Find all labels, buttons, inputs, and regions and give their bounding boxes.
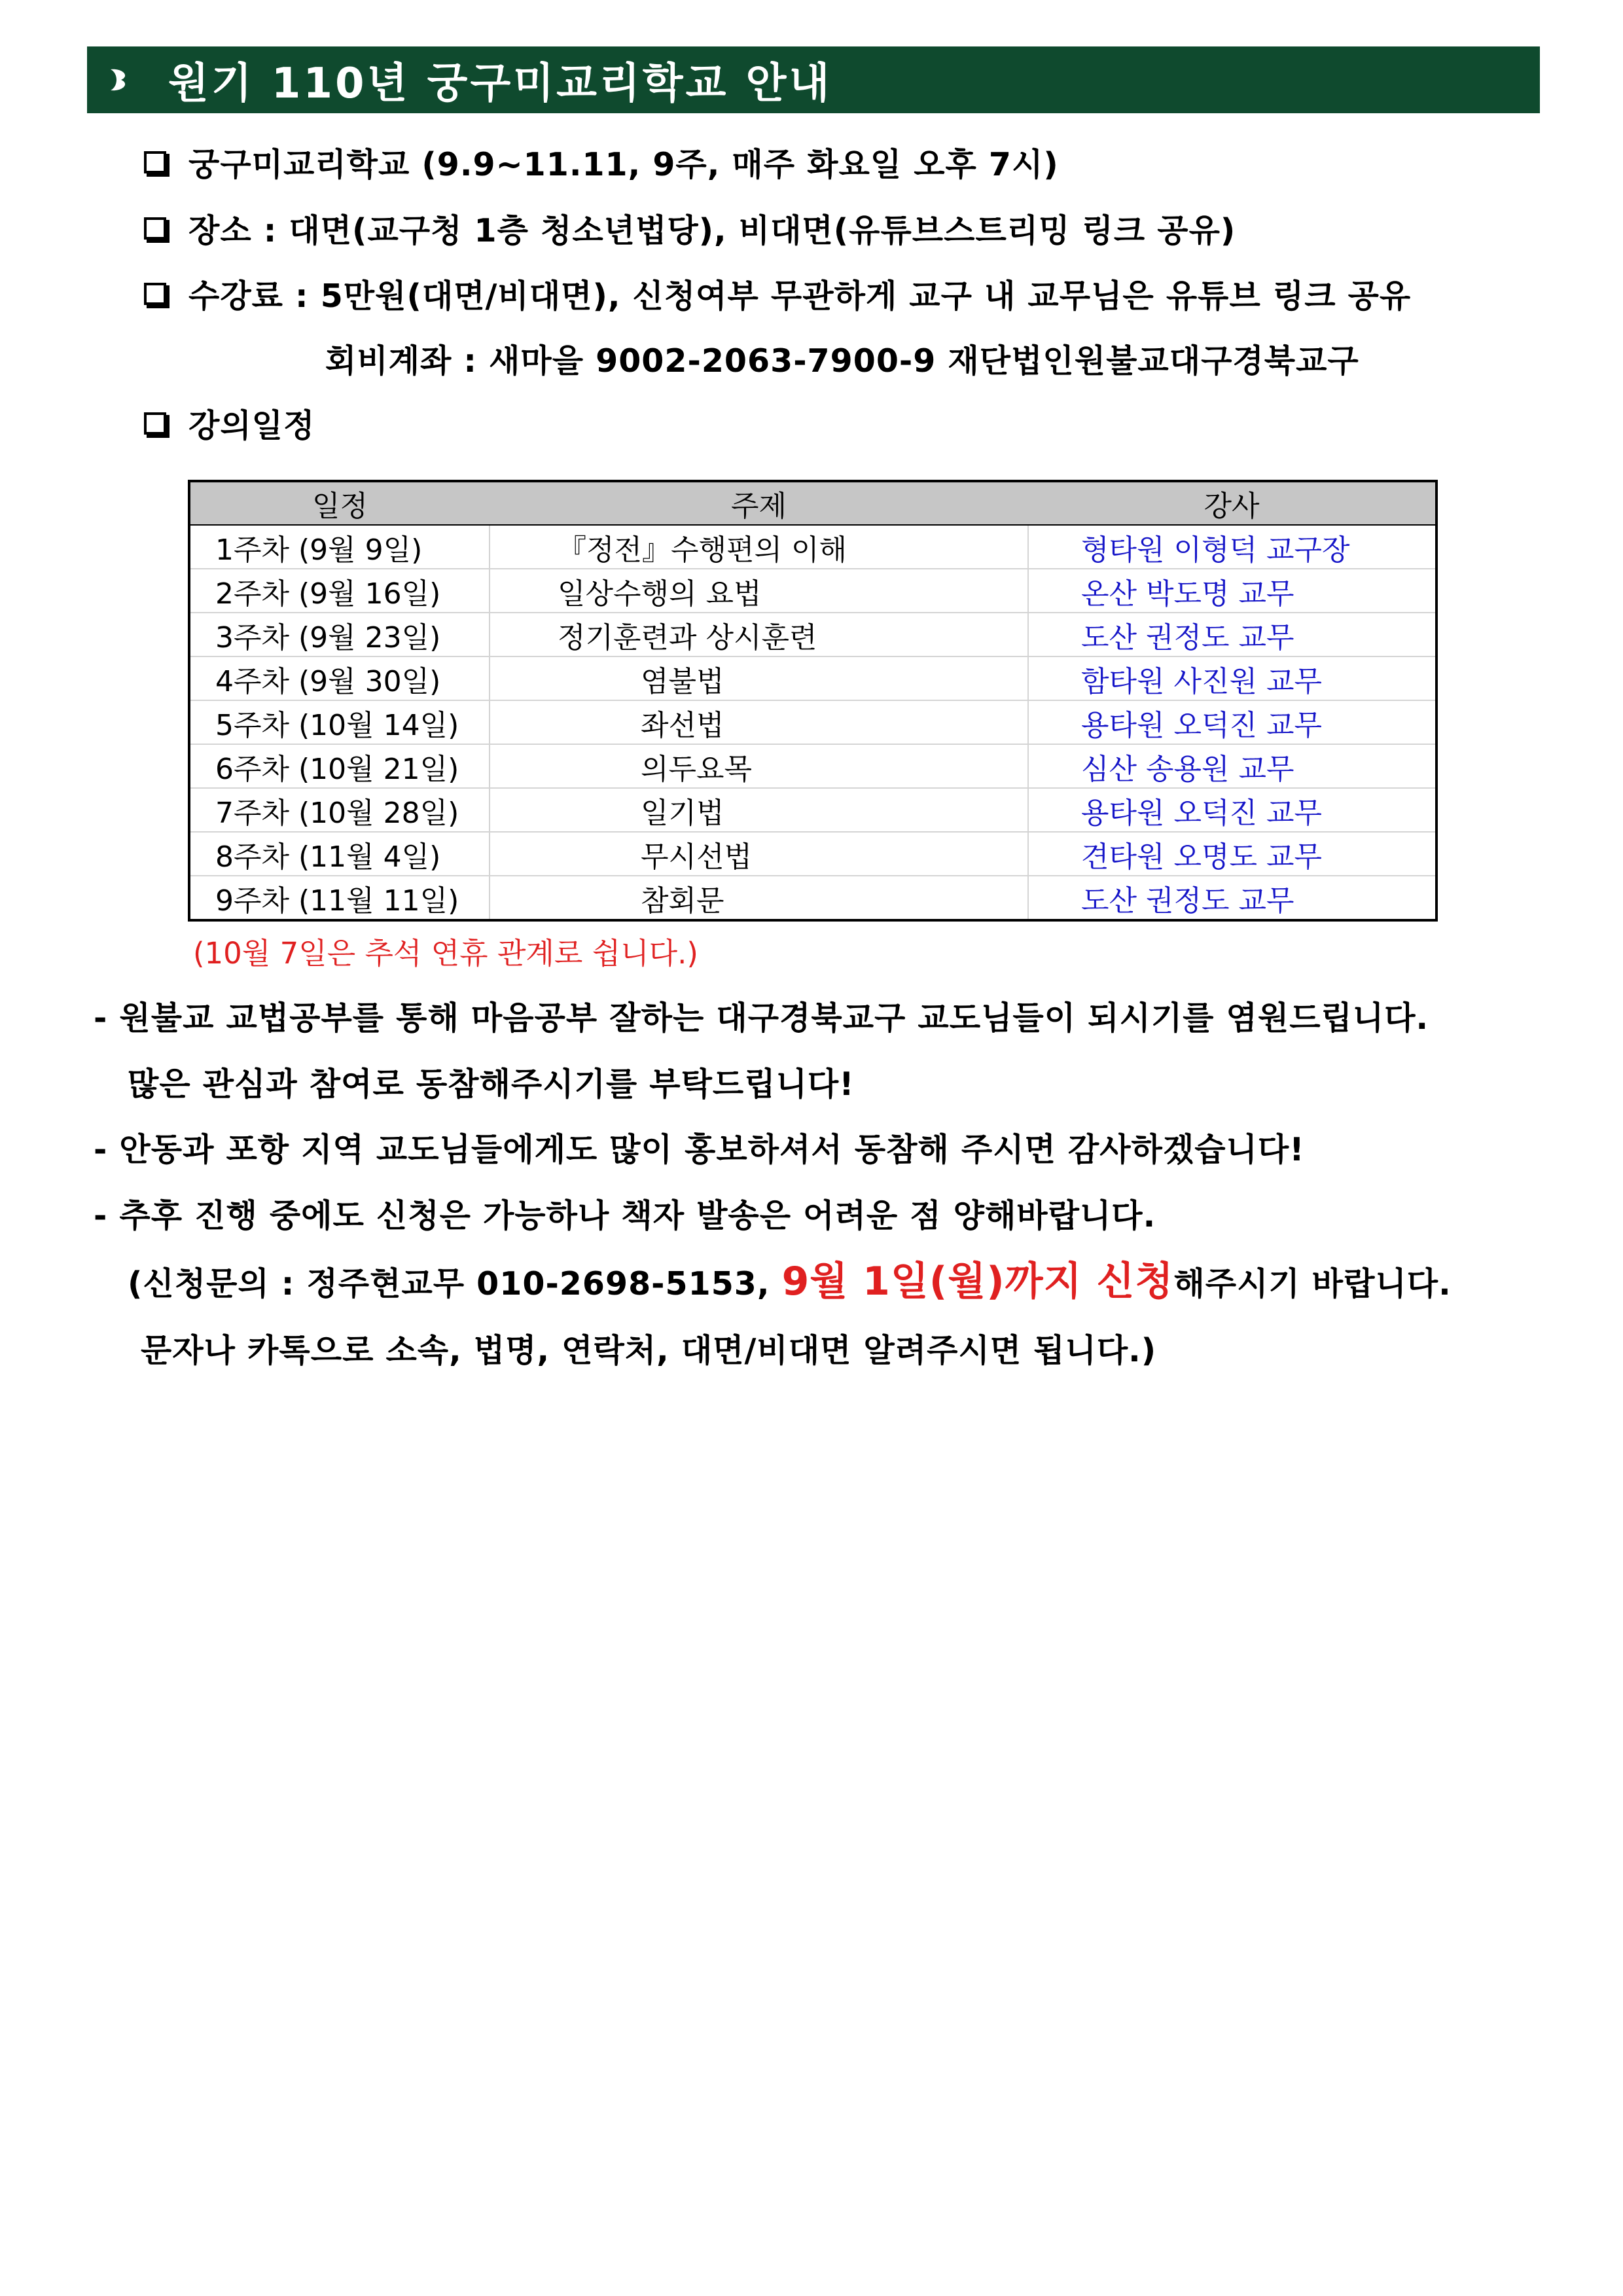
info-item-school [144,139,1059,185]
row-topic: 『정전』수행편의 이해 [490,525,1028,569]
header-date: 일정 [189,481,490,525]
row-date: 7주차 (10월 28일) [189,788,490,832]
checkbox-bullet-icon [144,217,166,240]
title-bar [87,46,1540,113]
row-date: 5주차 (10월 14일) [189,700,490,744]
contact-suffix: 해주시기 바랍니다. [1173,1265,1452,1302]
header-lecturer: 강사 [1028,481,1436,525]
contact-prefix: (신청문의 : 정주현교무 010-2698-5153, [128,1265,782,1302]
table-row [189,788,1436,832]
row-lecturer: 견타원 오명도 교무 [1028,832,1436,876]
row-lecturer: 형타원 이형덕 교구장 [1028,525,1436,569]
row-topic: 일기법 [490,788,1028,832]
info-item-text: 수강료 : 5만원(대면/비대면), 신청여부 무관하게 교구 내 교무님은 유튜브 링크 공유 [188,278,1412,315]
row-lecturer: 심산 송용원 교무 [1028,744,1436,788]
leaf-bullet-icon [108,67,132,93]
table-row [189,744,1436,788]
table-header-row [189,481,1436,525]
table-row [189,613,1436,656]
paragraph-request: 많은 관심과 참여로 동참해주시기를 부탁드립니다! [128,1066,855,1103]
info-item-location [144,206,1236,251]
account-line: 회비계좌 : 새마을 9002-2063-7900-9 재단법인원불교대구경북교구 [325,342,1359,380]
row-topic: 무시선법 [490,832,1028,876]
contact-line [128,1250,1452,1306]
row-lecturer: 도산 권정도 교무 [1028,613,1436,656]
row-topic: 참회문 [490,876,1028,920]
row-date: 3주차 (9월 23일) [189,613,490,656]
checkbox-bullet-icon [144,151,166,173]
table-row [189,876,1436,920]
paragraph-late-apply: - 추후 진행 중에도 신청은 가능하나 책자 발송은 어려운 점 양해바랍니다. [94,1197,1156,1234]
row-topic: 좌선법 [490,700,1028,744]
holiday-note: (10월 7일은 추석 연휴 관계로 쉽니다.) [193,936,698,971]
info-item-schedule [144,401,315,446]
info-item-text: 궁구미교리학교 (9.9~11.11, 9주, 매주 화요일 오후 7시) [188,146,1059,183]
page-title: 원기 110년 궁구미교리학교 안내 [168,60,832,108]
paragraph-promotion: - 안동과 포항 지역 교도님들에게도 많이 홍보하셔서 동참해 주시면 감사하겠습니다! [94,1131,1305,1168]
row-date: 4주차 (9월 30일) [189,656,490,700]
table-row [189,700,1436,744]
info-item-text: 강의일정 [188,407,315,444]
info-item-fee [144,271,1411,317]
schedule-table [188,480,1438,922]
row-topic: 염불법 [490,656,1028,700]
row-topic: 일상수행의 요법 [490,569,1028,613]
row-lecturer: 도산 권정도 교무 [1028,876,1436,920]
row-date: 2주차 (9월 16일) [189,569,490,613]
table-row [189,656,1436,700]
paragraph-wish: - 원불교 교법공부를 통해 마음공부 잘하는 대구경북교구 교도님들이 되시기를 염원드립니다. [94,999,1429,1037]
row-date: 8주차 (11월 4일) [189,832,490,876]
row-lecturer: 용타원 오덕진 교무 [1028,700,1436,744]
row-date: 1주차 (9월 9일) [189,525,490,569]
checkbox-bullet-icon [144,283,166,305]
row-lecturer: 온산 박도명 교무 [1028,569,1436,613]
row-date: 6주차 (10월 21일) [189,744,490,788]
table-row [189,569,1436,613]
row-date: 9주차 (11월 11일) [189,876,490,920]
row-lecturer: 함타원 사진원 교무 [1028,656,1436,700]
table-row [189,525,1436,569]
header-topic: 주제 [490,481,1028,525]
row-topic: 정기훈련과 상시훈련 [490,613,1028,656]
checkbox-bullet-icon [144,412,166,435]
row-lecturer: 용타원 오덕진 교무 [1028,788,1436,832]
table-row [189,832,1436,876]
row-topic: 의두요목 [490,744,1028,788]
deadline-highlight: 9월 1일(월)까지 신청 [781,1259,1174,1304]
contact-line-2: 문자나 카톡으로 소속, 법명, 연락처, 대면/비대면 알려주시면 됩니다.) [141,1332,1157,1369]
info-item-text: 장소 : 대면(교구청 1층 청소년법당), 비대면(유튜브스트리밍 링크 공유) [188,212,1236,249]
